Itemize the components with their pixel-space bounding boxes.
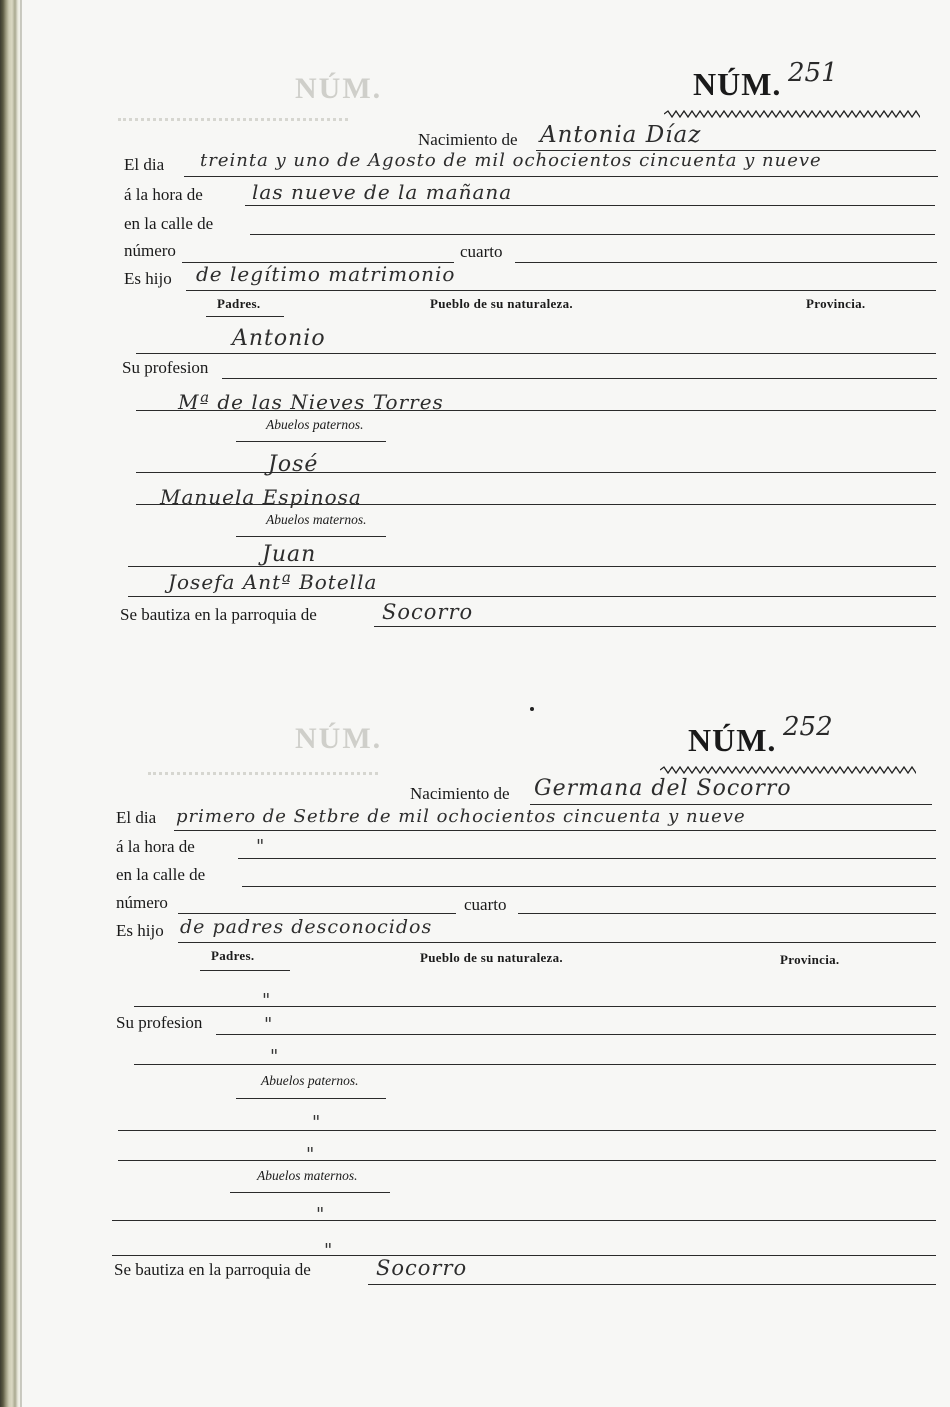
paternal-grandfather-ditto: " bbox=[312, 1112, 321, 1133]
ghost-num-bottom: NÚM. bbox=[295, 722, 383, 755]
baptism-label: Se bautiza en la parroquia de bbox=[120, 605, 317, 624]
paternal-grandmother-line bbox=[118, 1160, 936, 1161]
baptism-value: Socorro bbox=[382, 600, 474, 624]
paternal-grandparents-label: Abuelos paternos. bbox=[266, 417, 364, 432]
column-parents-rule bbox=[200, 970, 290, 971]
maternal-grandmother-line bbox=[112, 1255, 936, 1256]
street-label: en la calle de bbox=[116, 865, 206, 884]
father-ditto: " bbox=[262, 990, 271, 1011]
number-label: número bbox=[124, 241, 176, 260]
maternal-grandmother-value: Josefa Antª Botella bbox=[168, 570, 378, 594]
number-line bbox=[178, 913, 456, 914]
column-province: Provincia. bbox=[806, 296, 866, 311]
birth-name-value: Germana del Socorro bbox=[534, 776, 792, 801]
number-label: número bbox=[116, 893, 168, 912]
birth-name-value: Antonia Díaz bbox=[540, 122, 702, 148]
child-value: de legítimo matrimonio bbox=[196, 262, 456, 286]
binding-edge bbox=[20, 0, 22, 1407]
profession-label: Su profesion bbox=[116, 1013, 203, 1032]
hour-label: á la hora de bbox=[116, 837, 195, 856]
maternal-grandparents-rule bbox=[230, 1192, 390, 1193]
paternal-grandfather-value: José bbox=[268, 452, 319, 477]
maternal-grandmother-ditto: " bbox=[324, 1240, 333, 1261]
maternal-grandfather-ditto: " bbox=[316, 1204, 325, 1225]
maternal-grandfather-value: Juan bbox=[262, 542, 317, 567]
birth-name-line bbox=[530, 804, 932, 805]
mother-line bbox=[136, 410, 936, 411]
room-label: cuarto bbox=[460, 242, 503, 261]
column-province: Provincia. bbox=[780, 952, 840, 967]
baptism-line bbox=[368, 1284, 936, 1285]
mother-value: Mª de las Nieves Torres bbox=[178, 390, 444, 414]
column-parents: Padres. bbox=[211, 948, 255, 963]
maternal-grandparents-rule bbox=[236, 536, 386, 537]
child-label: Es hijo bbox=[116, 921, 164, 940]
child-line bbox=[178, 942, 936, 943]
father-value: Antonio bbox=[232, 326, 326, 351]
mother-line bbox=[134, 1064, 936, 1065]
record-number-handwritten: 252 bbox=[783, 712, 833, 742]
paternal-grandparents-rule bbox=[236, 441, 386, 442]
hour-ditto: " bbox=[256, 836, 265, 857]
book-binding bbox=[0, 0, 22, 1407]
hour-line bbox=[238, 858, 936, 859]
maternal-grandfather-line bbox=[128, 566, 936, 567]
day-label: El dia bbox=[116, 808, 157, 827]
ghost-num-top: NÚM. bbox=[295, 72, 383, 105]
paternal-grandfather-line bbox=[136, 472, 936, 473]
birth-label: Nacimiento de bbox=[418, 130, 518, 149]
profession-line bbox=[222, 378, 937, 379]
decorative-zigzag-rule bbox=[664, 110, 920, 118]
room-line bbox=[518, 913, 936, 914]
column-parents: Padres. bbox=[217, 296, 261, 311]
street-label: en la calle de bbox=[124, 214, 214, 233]
child-value: de padres desconocidos bbox=[180, 916, 433, 938]
column-town: Pueblo de su naturaleza. bbox=[420, 950, 563, 965]
ink-dot bbox=[530, 707, 534, 711]
day-line bbox=[184, 176, 938, 177]
day-line bbox=[174, 830, 936, 831]
child-line bbox=[186, 290, 936, 291]
child-label: Es hijo bbox=[124, 269, 172, 288]
mother-ditto: " bbox=[270, 1046, 279, 1067]
street-line bbox=[250, 234, 935, 235]
maternal-grandfather-line bbox=[112, 1220, 936, 1221]
room-label: cuarto bbox=[464, 895, 507, 914]
baptism-value: Socorro bbox=[376, 1256, 468, 1280]
hour-label: á la hora de bbox=[124, 185, 203, 204]
record-number-handwritten: 251 bbox=[788, 58, 838, 88]
paternal-grandparents-rule bbox=[236, 1098, 386, 1099]
column-parents-rule bbox=[206, 316, 284, 317]
paternal-grandfather-line bbox=[118, 1130, 936, 1131]
baptism-line bbox=[374, 626, 936, 627]
maternal-grandparents-label: Abuelos maternos. bbox=[257, 1168, 358, 1183]
day-value: treinta y uno de Agosto de mil ochocientos cincuenta y nueve bbox=[200, 150, 822, 171]
baptism-label: Se bautiza en la parroquia de bbox=[114, 1260, 311, 1279]
profession-label: Su profesion bbox=[122, 358, 209, 377]
paternal-grandmother-ditto: " bbox=[306, 1144, 315, 1165]
profession-ditto: " bbox=[264, 1014, 273, 1035]
day-value: primero de Setbre de mil ochocientos cincuenta y nueve bbox=[176, 806, 746, 827]
paternal-grandmother-line bbox=[136, 504, 936, 505]
profession-line bbox=[216, 1034, 936, 1035]
ghost-rule-bottom bbox=[148, 772, 378, 775]
birth-label: Nacimiento de bbox=[410, 784, 510, 803]
record-number-label: NÚM. bbox=[693, 66, 782, 102]
street-line bbox=[242, 886, 936, 887]
ghost-rule-top bbox=[118, 118, 348, 121]
hour-value: las nueve de la mañana bbox=[252, 180, 513, 204]
room-line bbox=[515, 262, 937, 263]
hour-line bbox=[245, 205, 935, 206]
record-number-label: NÚM. bbox=[688, 722, 777, 758]
decorative-zigzag-rule bbox=[660, 766, 916, 774]
maternal-grandparents-label: Abuelos maternos. bbox=[266, 512, 367, 527]
father-line bbox=[134, 1006, 936, 1007]
day-label: El dia bbox=[124, 155, 165, 174]
column-town: Pueblo de su naturaleza. bbox=[430, 296, 573, 311]
paternal-grandparents-label: Abuelos paternos. bbox=[261, 1073, 359, 1088]
paternal-grandmother-value: Manuela Espinosa bbox=[160, 485, 362, 509]
father-line bbox=[136, 353, 936, 354]
maternal-grandmother-line bbox=[128, 596, 936, 597]
